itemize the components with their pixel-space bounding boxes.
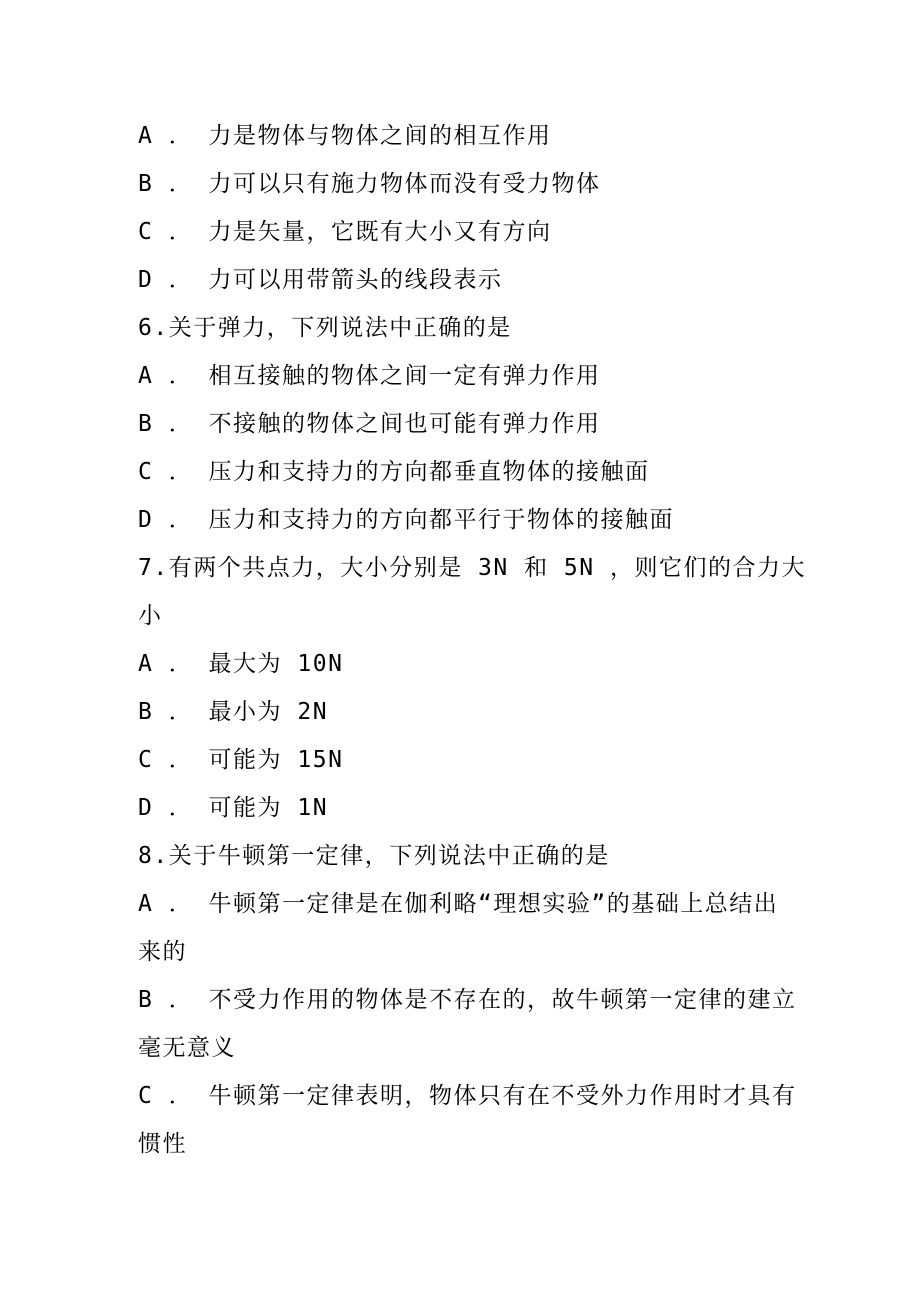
option-6b: B ． 不接触的物体之间也可能有弹力作用 (138, 411, 601, 437)
option-7a: A ． 最大为 10N (138, 651, 344, 677)
question-8: 8.关于牛顿第一定律，下列说法中正确的是 (138, 843, 610, 869)
option-5a: A ． 力是物体与物体之间的相互作用 (138, 123, 552, 149)
option-5c: C ． 力是矢量，它既有大小又有方向 (138, 219, 552, 245)
option-8b-line-2: 毫无意义 (138, 1035, 236, 1061)
option-5d: D ． 力可以用带箭头的线段表示 (138, 267, 503, 293)
option-7c: C ． 可能为 15N (138, 747, 344, 773)
option-8a-line-1: A ． 牛顿第一定律是在伽利略“理想实验”的基础上总结出 (138, 891, 779, 917)
question-7-line-2: 小 (138, 603, 163, 629)
question-7-line-1: 7.有两个共点力，大小分别是 3N 和 5N ，则它们的合力大 (138, 555, 806, 581)
option-7b: B ． 最小为 2N (138, 699, 329, 725)
option-6c: C ． 压力和支持力的方向都垂直物体的接触面 (138, 459, 650, 485)
option-8c-line-1: C ． 牛顿第一定律表明，物体只有在不受外力作用时才具有 (138, 1083, 797, 1109)
option-6d: D ． 压力和支持力的方向都平行于物体的接触面 (138, 507, 675, 533)
option-8b-line-1: B ． 不受力作用的物体是不存在的，故牛顿第一定律的建立 (138, 987, 797, 1013)
option-6a: A ． 相互接触的物体之间一定有弹力作用 (138, 363, 601, 389)
option-8a-line-2: 来的 (138, 939, 187, 965)
option-7d: D ． 可能为 1N (138, 795, 329, 821)
document-page (138, 112, 806, 1168)
option-5b: B ． 力可以只有施力物体而没有受力物体 (138, 171, 601, 197)
option-8c-line-2: 惯性 (138, 1131, 187, 1157)
question-6: 6.关于弹力，下列说法中正确的是 (138, 315, 512, 341)
